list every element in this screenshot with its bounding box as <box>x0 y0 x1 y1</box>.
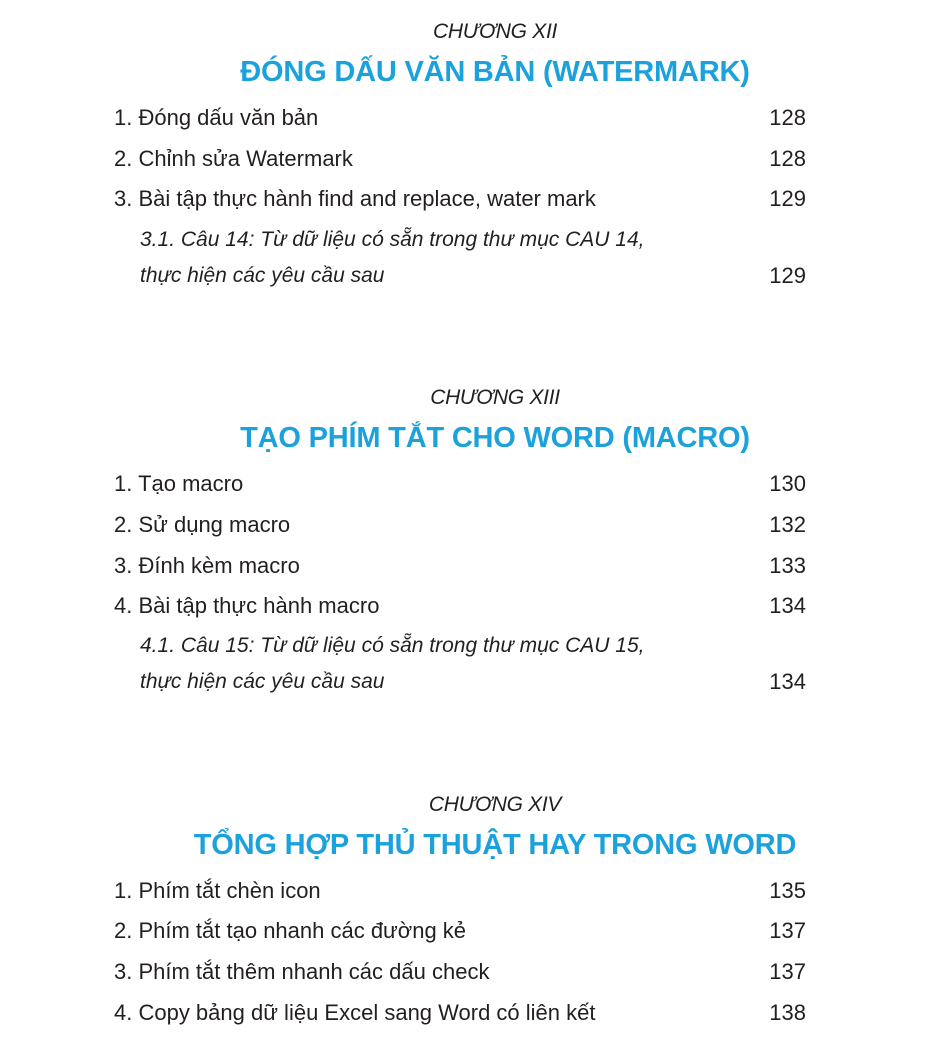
toc-subentry-line2: thực hiện các yêu cầu sau <box>140 264 385 287</box>
toc-entry-page: 137 <box>769 959 806 984</box>
chapter-title: TỔNG HỢP THỦ THUẬT HAY TRONG WORD <box>193 829 797 861</box>
toc-entry-page: 129 <box>769 186 806 211</box>
toc-entry-page: 138 <box>769 1000 806 1025</box>
toc-entry-page: 130 <box>769 471 806 496</box>
chapter-title: TẠO PHÍM TẮT CHO WORD (MACRO) <box>240 422 750 454</box>
toc-entry-text: 2. Phím tắt tạo nhanh các đường kẻ <box>114 918 467 943</box>
toc-entry-page: 133 <box>769 553 806 578</box>
toc-entry-text: 4. Bài tập thực hành macro <box>114 593 380 618</box>
chapter-number: CHƯƠNG XIII <box>430 386 560 409</box>
chapter-title: ĐÓNG DẤU VĂN BẢN (WATERMARK) <box>240 56 750 88</box>
toc-entry-page: 128 <box>769 105 806 130</box>
toc-entry-text: 1. Phím tắt chèn icon <box>114 878 321 903</box>
toc-entry-text: 1. Đóng dấu văn bản <box>114 105 319 130</box>
toc-entry-text: 2. Chỉnh sửa Watermark <box>114 146 353 171</box>
toc-entry-text: 4. Copy bảng dữ liệu Excel sang Word có liên kết <box>114 1000 596 1025</box>
toc-entry-text: 3. Đính kèm macro <box>114 553 300 578</box>
chapter-number: CHƯƠNG XII <box>432 20 558 43</box>
toc-subentry-line1: 3.1. Câu 14: Từ dữ liệu có sẵn trong thư mục CAU 14, <box>140 228 645 251</box>
toc-entry-text: 2. Sử dụng macro <box>114 512 291 537</box>
toc-subentry-line1: 4.1. Câu 15: Từ dữ liệu có sẵn trong thư mục CAU 15, <box>140 634 645 657</box>
toc-subentry-page: 129 <box>769 263 806 288</box>
toc-subentry-line2: thực hiện các yêu cầu sau <box>140 670 385 693</box>
toc-entry-page: 137 <box>769 918 806 943</box>
toc-entry-page: 135 <box>769 878 806 903</box>
toc-entry-text: 3. Phím tắt thêm nhanh các dấu check <box>114 959 490 984</box>
toc-entry-text: 3. Bài tập thực hành find and replace, water mark <box>114 186 596 211</box>
toc-entry-text: 1. Tạo macro <box>114 471 244 496</box>
toc-entry-page: 134 <box>769 593 806 618</box>
toc-entry-page: 132 <box>769 512 806 537</box>
toc-entry-page: 128 <box>769 146 806 171</box>
chapter-number: CHƯƠNG XIV <box>428 793 562 816</box>
toc-subentry-page: 134 <box>769 669 806 694</box>
